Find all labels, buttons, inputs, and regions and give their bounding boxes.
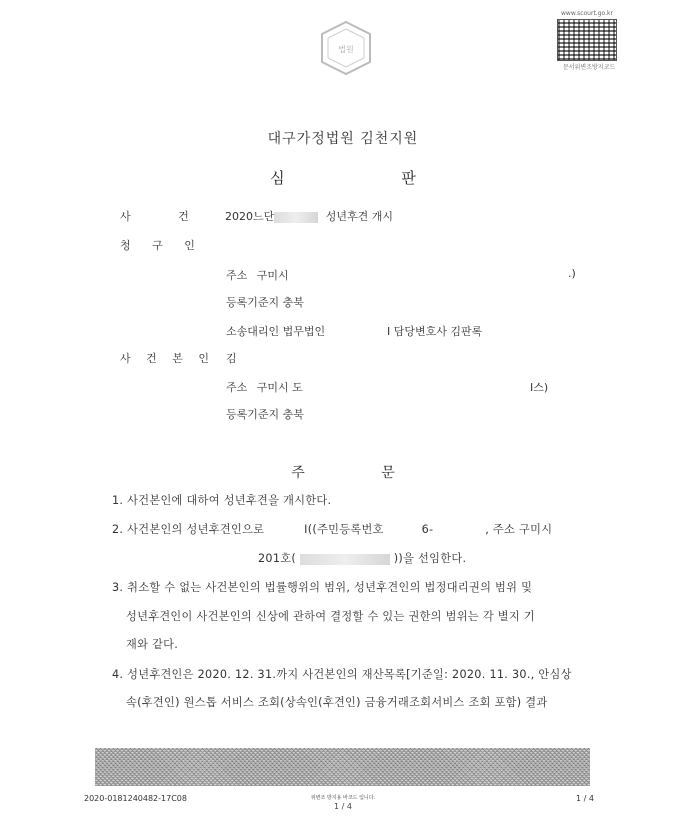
principal-address: [226, 379, 303, 395]
item-2-text-b: I((주민등록번호: [304, 523, 384, 536]
case-prefix: 2020느단: [225, 210, 275, 223]
order-item-2-line-2: [258, 550, 466, 566]
doc-title: 심 판: [270, 169, 472, 187]
principal-registry: 등록기준지 충북: [226, 408, 304, 421]
principal-name: 김: [226, 352, 237, 365]
item-2-text-e: 201호(: [258, 552, 297, 565]
claimant-attorney: 소송대리인 법무법인: [226, 325, 326, 338]
court-seal: [316, 20, 376, 76]
page-indicator: 1 / 4: [576, 794, 594, 803]
barcode-note: 위변조 방지용 바코드 입니다.: [310, 795, 376, 801]
order-item-3-line-3: 재와 같다.: [126, 638, 179, 651]
claimant-addr-label: 주소: [226, 269, 248, 282]
item-2-text-c: 6-: [421, 523, 434, 536]
claimant-address: [226, 267, 289, 283]
item-2-text-d: , 주소 구미시: [485, 523, 553, 536]
order-item-3-line-2: 성년후견인이 사건본인의 신상에 관하여 결정할 수 있는 권한의 범위는 각 별지 기: [126, 610, 535, 623]
court-name: 대구가정법원 김천지원: [267, 131, 419, 147]
claimant-registry: 등록기준지 충북: [226, 296, 304, 309]
anti-forgery-barcode: [95, 748, 590, 786]
principal-label: 사 건 본 인: [120, 352, 215, 365]
case-type: 성년후견 개시: [325, 210, 394, 223]
claimant-addr-tail: .): [568, 267, 576, 280]
case-number: [225, 208, 393, 224]
order-item-4-line-2: 속(후견인) 원스톱 서비스 조회(상속인(후견인) 금융거래조회서비스 조회 포함) 결과: [126, 696, 548, 709]
order-item-3-line-1: 3. 취소할 수 없는 사건본인의 법률행위의 범위, 성년후견인의 법정대리권의 범위 및: [112, 581, 533, 594]
principal-addr-city: 구미시 도: [256, 381, 303, 394]
qr-code: [557, 10, 617, 71]
page-indicator-center: 1 / 4: [334, 802, 352, 811]
order-item-4-line-1: 4. 성년후견인은 2020. 12. 31.까지 사건본인의 재산목록[기준일: 2020. 11. 30., 안심상: [112, 668, 572, 681]
redacted-block: [274, 212, 318, 223]
qr-code-icon: [557, 19, 617, 61]
claimant-addr-city: 구미시: [256, 269, 289, 282]
order-title: 주 문: [291, 465, 431, 481]
claimant-label: 청 구 인: [120, 239, 204, 252]
court-seal-icon: [316, 20, 376, 76]
item-2-text-f: ))을 선임한다.: [393, 552, 467, 565]
principal-addr-label: 주소: [226, 381, 248, 394]
order-item-2-line-1: [112, 521, 552, 537]
redacted-block: [300, 554, 390, 565]
item-2-text-a: 2. 사건본인의 성년후견인으로: [112, 523, 265, 536]
principal-addr-tail: I스): [530, 381, 549, 394]
order-item-1: 1. 사건본인에 대하여 성년후견을 개시한다.: [112, 494, 332, 507]
qr-url: www.scourt.go.kr: [561, 10, 613, 17]
qr-caption: 문서위변조방지코드: [563, 64, 616, 71]
document-id: 2020-0181240482-17C08: [84, 794, 187, 803]
claimant-attorney-detail: I 담당변호사 김판록: [387, 325, 483, 338]
svg-text:법원: 법원: [338, 45, 354, 54]
case-label: 사 건: [120, 210, 211, 223]
